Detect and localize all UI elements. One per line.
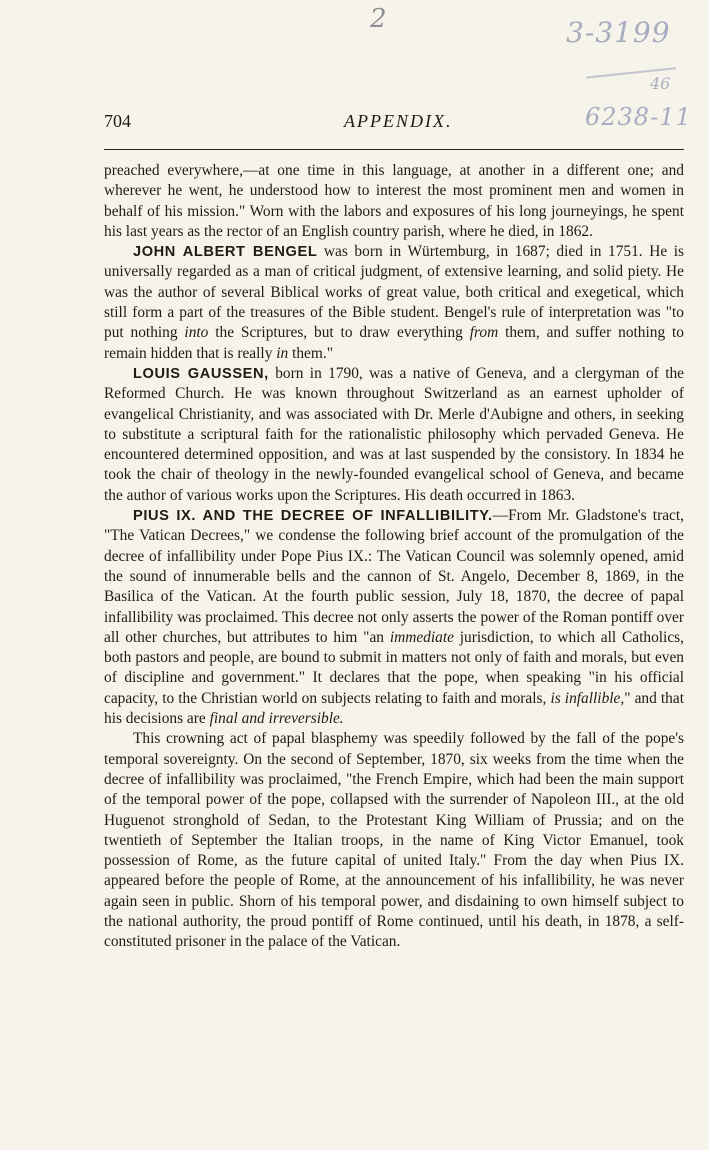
italic-text: into <box>184 324 209 342</box>
body-text-run: —From Mr. Gladstone's tract, "The Vatican Decrees," we condense the following brief account of the promulgation of the decree of infallibility under Pope Pius IX.: The Vatican Council was solemnly opened, amid the sound of innumerable bells and the cannon of St. Angelo, December 8, 1869, in the Basilica of the Vatican. At the fourth public session, July 18, 1870, the decree of papal infallibility was proclaimed. This decree not only asserts the power of the Roman pontiff over all other churches, but attributes to him "an <box>104 507 684 646</box>
body-text-run: them." <box>288 344 333 362</box>
page-number: 704 <box>104 111 131 131</box>
paragraph-gaussen <box>104 364 684 506</box>
running-title: APPENDIX. <box>344 111 453 131</box>
italic-text: in <box>276 344 289 362</box>
paragraph-continuation <box>104 161 684 242</box>
body-text-run: the Scriptures, but to draw everything <box>208 324 470 342</box>
body-text-run: them, and suffer nothing to remain hidden that is really <box>104 324 684 362</box>
body-text-run: was born in Würtemburg, in 1687; died in 1751. He is universally regarded as a man of critical judgment, of extensive learning, and solid piety. He was the author of several Biblical works of great value, both critical and exegetical, which still form a part of the treasures of the Bible student. Bengel's rule of interpretation was "to put nothing <box>104 243 684 342</box>
paragraph-temporal-power <box>104 729 684 952</box>
italic-text: final and irreversible. <box>209 710 344 728</box>
pencil-call-number: 6238-11 <box>585 103 692 131</box>
paragraph-bengel <box>104 242 684 364</box>
entry-heading: JOHN ALBERT BENGEL <box>133 244 318 261</box>
pencil-accession-number: 3-3199 <box>566 16 671 49</box>
header-rule <box>104 149 684 150</box>
italic-text: immediate <box>389 628 454 646</box>
body-text-run: preached everywhere,—at one time in this language, at another in a different one; and wherever he went, he understood how to interest the most prominent men and women in behalf of his mission." Worn with the labors and exposures of his long journeyings, he spent his last years as the rector of an English country parish, where he died, in 1862. <box>104 162 684 240</box>
pencil-shelf-mark: 46 <box>650 74 671 93</box>
italic-text: from <box>469 324 499 342</box>
italic-text: is infallible, <box>550 689 625 707</box>
entry-heading: LOUIS GAUSSEN, <box>133 365 269 382</box>
entry-heading: PIUS IX. AND THE DECREE OF INFALLIBILITY. <box>133 508 493 525</box>
body-text-run: This crowning act of papal blasphemy was speedily followed by the fall of the pope's temporal sovereignty. On the second of September, 1870, six weeks from the time when the decree of infallibility was proclaimed, "the French Empire, which had been the main support of the temporal power of the pope, collapsed with the surrender of Napoleon III., at the old Huguenot stronghold of Sedan, to the Protestant King William of Prussia; and on the twentieth of September the Italian troops, in the name of King Victor Emanuel, took possession of Rome, as the future capital of united Italy." From the day when Pius IX. appeared before the people of Rome, at the announcement of his infallibility, he was never again seen in public. Shorn of his temporal power, and disdaining to own himself subject to the national authority, the proud pontiff of Rome continued, until his death, in 1878, a self-constituted prisoner in the palace of the Vatican. <box>104 730 684 951</box>
page-header <box>104 111 684 137</box>
body-text-run: " and that his decisions are <box>104 689 684 728</box>
paragraph-infallibility <box>104 506 684 729</box>
body-text-run: born in 1790, was a native of Geneva, and a clergyman of the Reformed Church. He was known throughout Switzerland as an earnest upholder of evangelical Christianity, and was associated with Dr. Merle d'Aubigne and others, in seeking to substitute a scriptural faith for the rationalistic philosophy which pervaded Geneva. He encountered determined opposition, and was at last suspended by the consistory. In 1834 he took the chair of theology in the newly-founded evangelical school of Geneva, and became the author of various works upon the Scriptures. His death occurred in 1863. <box>104 364 684 504</box>
body-text <box>104 161 684 953</box>
pencil-page-mark: 2 <box>370 4 387 34</box>
body-text-run: jurisdiction, to which all Catholics, both pastors and people, are bound to submit in matters not only of faith and morals, but even of discipline and government." It declares that the pope, when speaking "in his official capacity, to the Christian world on subjects relating to faith and morals, <box>104 628 684 707</box>
